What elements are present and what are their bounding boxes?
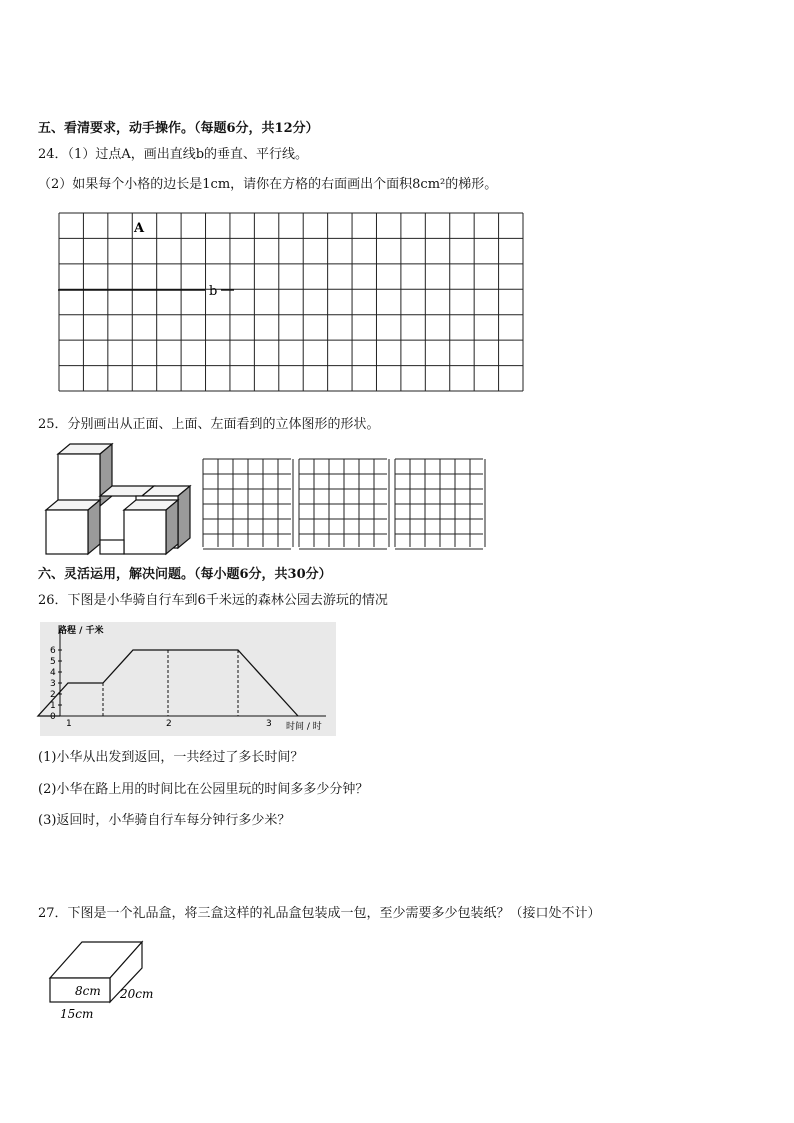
box-width-label: 20cm: [120, 987, 154, 1001]
q26-text: 26．下图是小华骑自行车到6千米远的森林公园去游玩的情况: [38, 593, 388, 608]
view-grid-front[interactable]: [202, 458, 294, 548]
point-a-label: A: [134, 221, 145, 236]
gift-box: [40, 938, 170, 1023]
y-tick-label: 0: [50, 712, 56, 722]
y-axis-label: 路程 / 千米: [58, 626, 104, 636]
q25-text: 25．分别画出从正面、上面、左面看到的立体图形的形状。: [38, 417, 380, 432]
y-tick-label: 3: [50, 679, 56, 689]
line-b-label: b: [209, 284, 218, 299]
box-length-label: 15cm: [60, 1007, 94, 1021]
section5-heading: 五、看清要求，动手操作。（每题6分，共12分）: [38, 121, 319, 136]
y-tick-label: 5: [50, 657, 56, 667]
y-tick-label: 1: [50, 701, 56, 711]
y-tick-label: 4: [50, 668, 56, 678]
q26-sub2: (2)小华在路上用的时间比在公园里玩的时间多多少分钟？: [38, 782, 369, 797]
x-tick-label: 1: [66, 719, 72, 729]
y-tick-label: 6: [50, 646, 56, 656]
solid-figure: [40, 448, 200, 560]
q26-sub1: (1)小华从出发到返回，一共经过了多长时间？: [38, 750, 304, 765]
view-grid-top[interactable]: [298, 458, 390, 548]
x-tick-label: 3: [266, 719, 272, 729]
x-axis-label: 时间 / 时: [286, 722, 322, 732]
q26-sub3: (3)返回时，小华骑自行车每分钟行多少米？: [38, 813, 291, 828]
section6-heading: 六、灵活运用，解决问题。（每小题6分，共30分）: [38, 567, 332, 582]
view-grid-left[interactable]: [394, 458, 486, 548]
box-height-label: 8cm: [75, 984, 101, 998]
distance-time-chart: [40, 622, 336, 736]
x-tick-label: 2: [166, 719, 172, 729]
q24-line2: （2）如果每个小格的边长是1cm，请你在方格的右面画出个面积8cm²的梯形。: [38, 177, 498, 192]
q27-text: 27．下图是一个礼品盒，将三盒这样的礼品盒包装成一包，至少需要多少包装纸？（接口处不计）: [38, 906, 601, 921]
q24-line1: 24．（1）过点A，画出直线b的垂直、平行线。: [38, 147, 309, 162]
q24-grid[interactable]: [58, 212, 524, 392]
y-tick-label: 2: [50, 690, 56, 700]
